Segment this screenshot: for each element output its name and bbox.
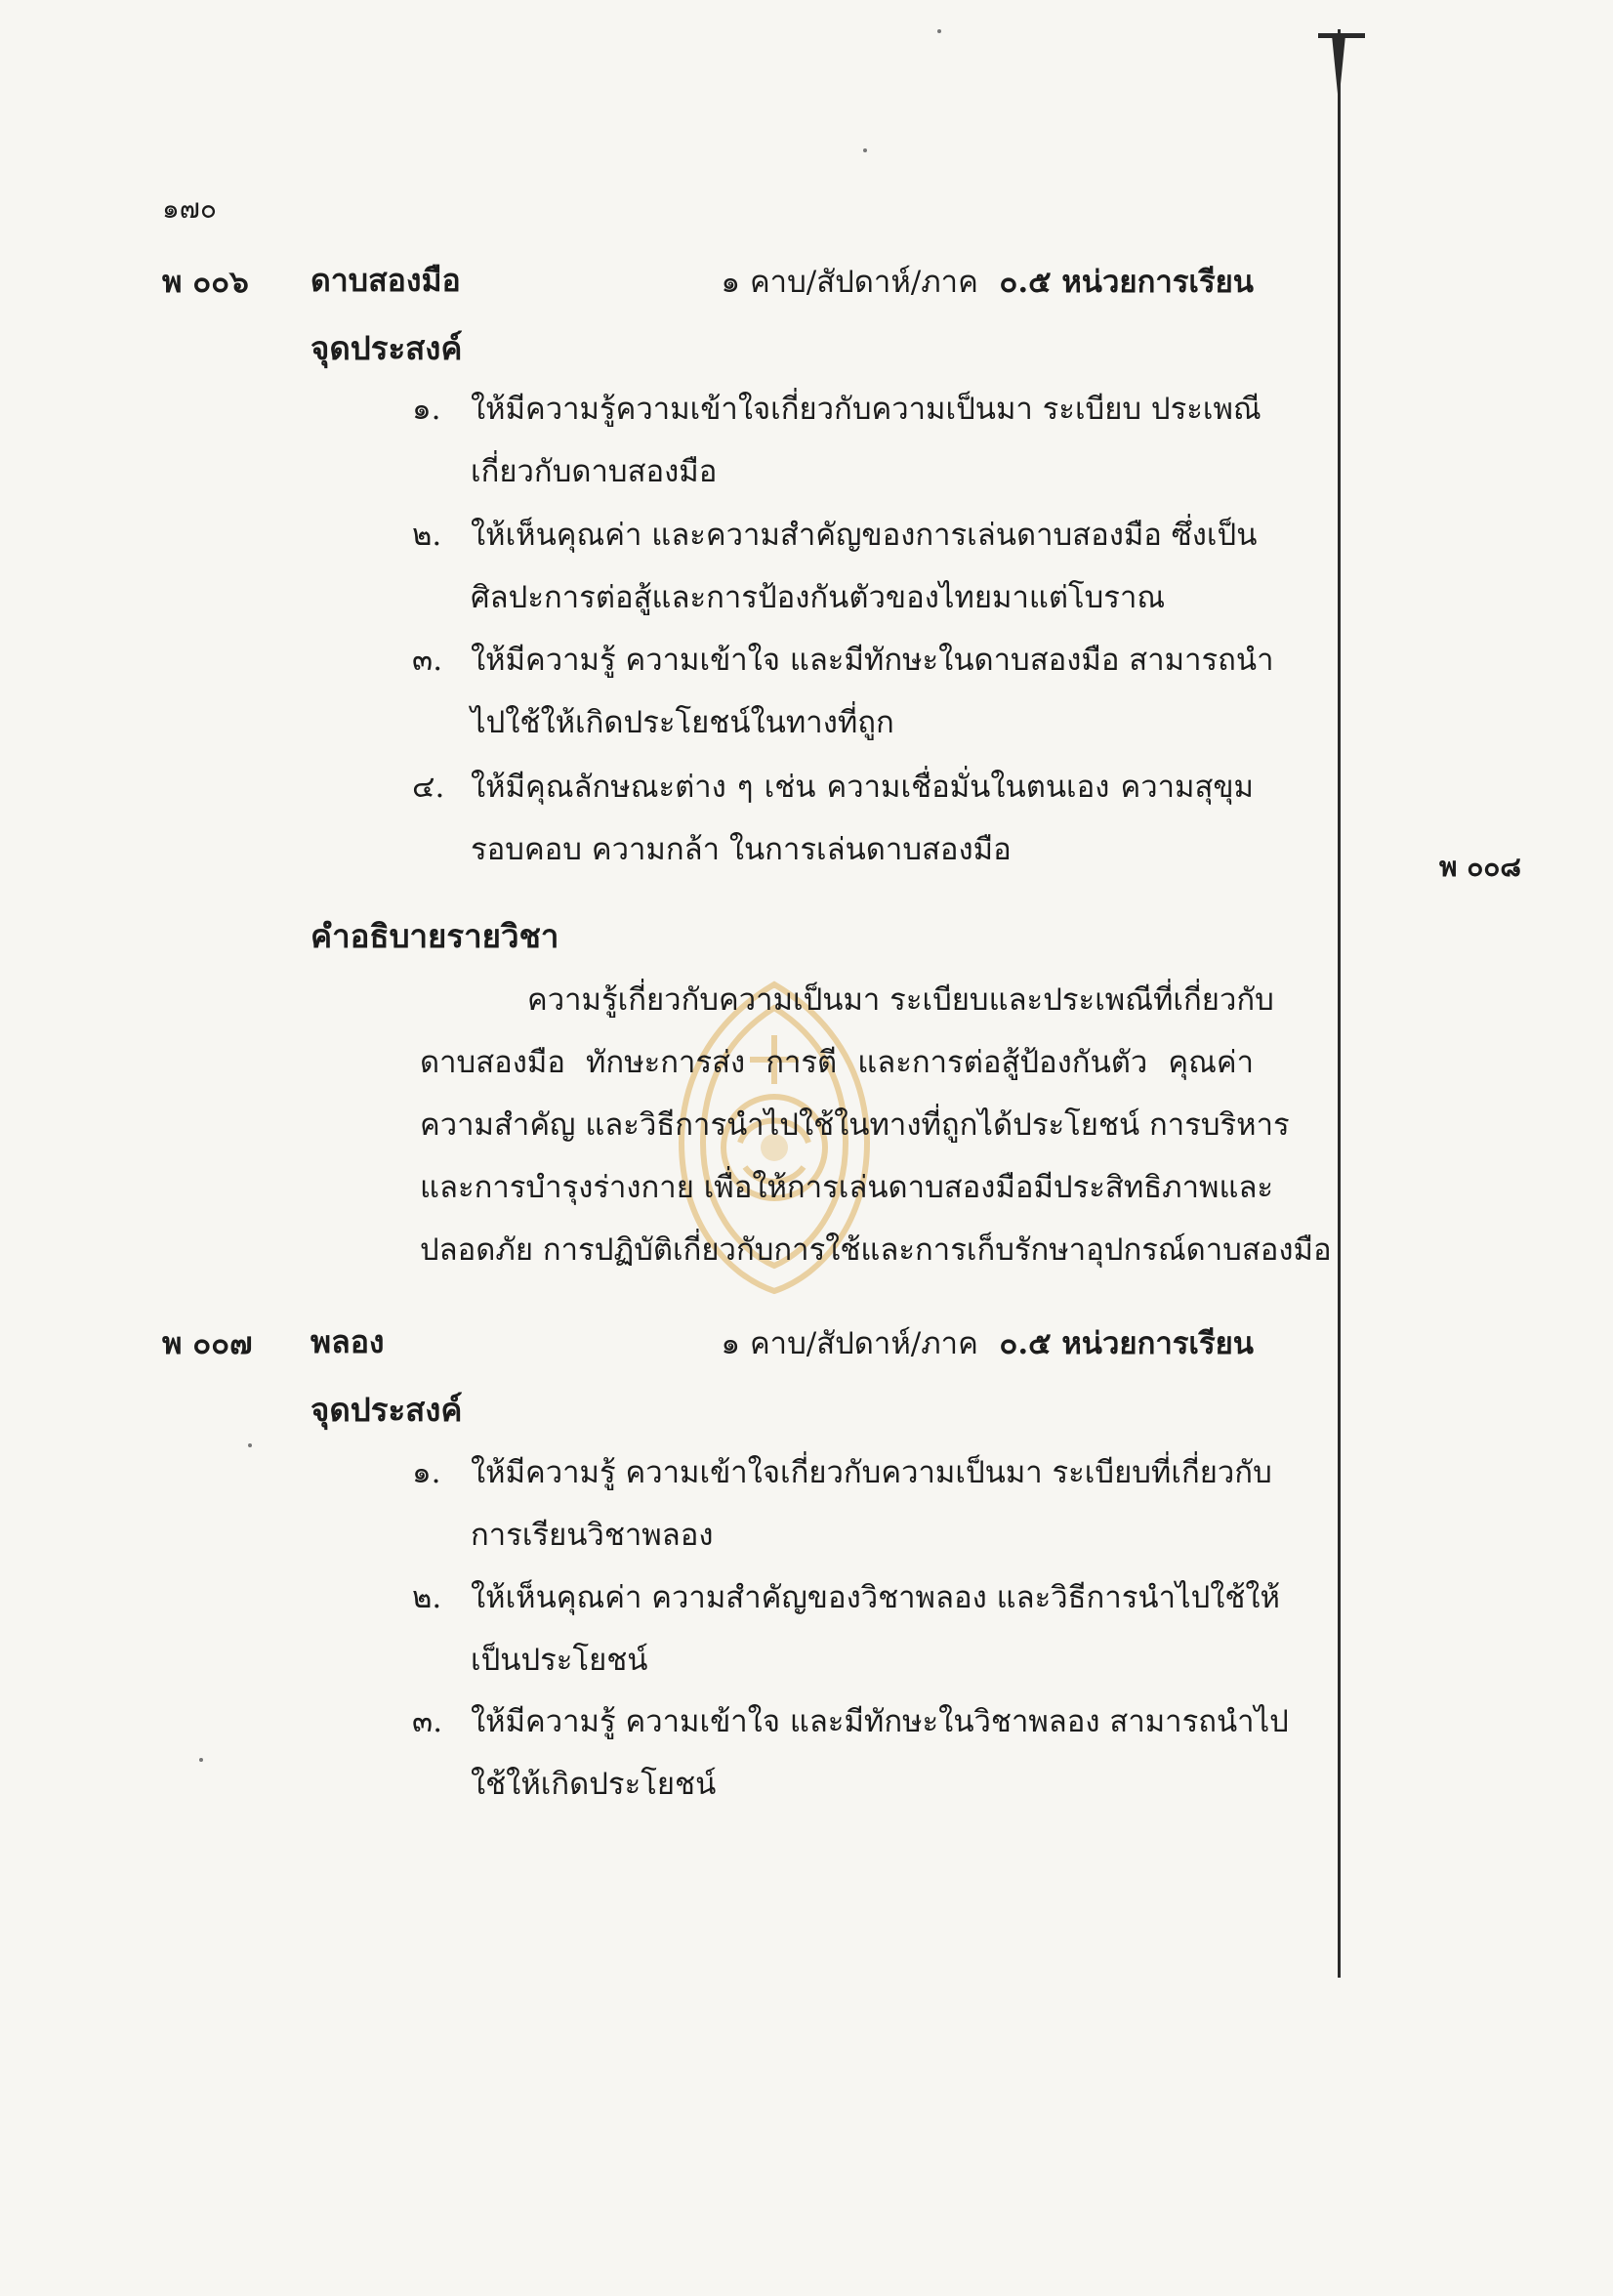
objective-number: ๔. bbox=[412, 770, 445, 805]
description-line: ความรู้เกี่ยวกับความเป็นมา ระเบียบและประเพณีที่เกี่ยวกับ bbox=[527, 982, 1274, 1018]
credit-period: ๑ คาบ/สัปดาห์/ภาค bbox=[721, 1326, 978, 1361]
objective-line: ให้เห็นคุณค่า ความสำคัญของวิชาพลอง และวิธีการนำไปใช้ให้ bbox=[471, 1580, 1280, 1615]
objective-line: ให้มีความรู้ ความเข้าใจเกี่ยวกับความเป็นมา ระเบียบที่เกี่ยวกับ bbox=[471, 1455, 1272, 1490]
objective-line: ให้มีความรู้ ความเข้าใจ และมีทักษะในวิชาพลอง สามารถนำไป bbox=[471, 1704, 1289, 1739]
objective-line: ให้มีความรู้ความเข้าใจเกี่ยวกับความเป็นมา ระเบียบ ประเพณี bbox=[471, 392, 1261, 427]
objective-number: ๒. bbox=[412, 1580, 442, 1615]
objective-number: ๓. bbox=[412, 1704, 443, 1739]
objective-number: ๒. bbox=[412, 518, 442, 553]
objectives-heading: จุดประสงค์ bbox=[310, 1391, 463, 1429]
course-code: พ ๐๐๖ bbox=[162, 265, 249, 300]
objective-line: ให้มีความรู้ ความเข้าใจ และมีทักษะในดาบสองมือ สามารถนำ bbox=[471, 643, 1274, 678]
scan-speck bbox=[199, 1758, 203, 1762]
scan-speck bbox=[863, 148, 867, 152]
objective-line: รอบคอบ ความกล้า ในการเล่นดาบสองมือ bbox=[471, 832, 1012, 867]
scan-speck bbox=[248, 1443, 252, 1447]
description-line: และการบำรุงร่างกาย เพื่อให้การเล่นดาบสองมือมีประสิทธิภาพและ bbox=[420, 1170, 1274, 1205]
scan-speck bbox=[937, 29, 941, 33]
objectives-heading: จุดประสงค์ bbox=[310, 329, 463, 367]
objective-number: ๑. bbox=[412, 392, 441, 427]
description-heading: คำอธิบายรายวิชา bbox=[310, 917, 559, 955]
course-code: พ ๐๐๗ bbox=[162, 1326, 253, 1361]
page-number: ๑๗๐ bbox=[162, 192, 217, 225]
credit-period: ๑ คาบ/สัปดาห์/ภาค bbox=[721, 265, 978, 300]
objective-number: ๓. bbox=[412, 643, 443, 678]
description-line: ดาบสองมือ ทักษะการส่ง การตี และการต่อสู้ป้องกันตัว คุณค่า bbox=[420, 1045, 1254, 1080]
margin-course-code: พ ๐๐๘ bbox=[1439, 851, 1521, 883]
objective-line: เกี่ยวกับดาบสองมือ bbox=[471, 454, 718, 489]
description-line: ปลอดภัย การปฏิบัติเกี่ยวกับการใช้และการเก็บรักษาอุปกรณ์ดาบสองมือ bbox=[420, 1232, 1332, 1268]
objective-line: ไปใช้ให้เกิดประโยชน์ในทางที่ถูก bbox=[471, 705, 894, 740]
course-credit bbox=[721, 1318, 1254, 1367]
course-credit bbox=[721, 257, 1254, 306]
objective-line: ให้เห็นคุณค่า และความสำคัญของการเล่นดาบสองมือ ซึ่งเป็น bbox=[471, 518, 1258, 553]
credit-units: ๐.๕ หน่วยการเรียน bbox=[999, 1326, 1254, 1361]
objective-number: ๑. bbox=[412, 1455, 441, 1490]
binding-rule bbox=[1338, 29, 1341, 1978]
objective-line: ใช้ให้เกิดประโยชน์ bbox=[471, 1767, 717, 1802]
objective-line: ศิลปะการต่อสู้และการป้องกันตัวของไทยมาแต่โบราณ bbox=[471, 580, 1166, 615]
objective-line: ให้มีคุณลักษณะต่าง ๆ เช่น ความเชื่อมั่นในตนเอง ความสุขุม bbox=[471, 770, 1254, 805]
credit-units: ๐.๕ หน่วยการเรียน bbox=[999, 265, 1254, 300]
objective-line: การเรียนวิชาพลอง bbox=[471, 1518, 714, 1553]
objective-line: เป็นประโยชน์ bbox=[471, 1643, 648, 1678]
description-line: ความสำคัญ และวิธีการนำไปใช้ในทางที่ถูกได้ประโยชน์ การบริหาร bbox=[420, 1107, 1290, 1143]
course-title: ดาบสองมือ bbox=[310, 262, 461, 299]
course-title: พลอง bbox=[310, 1323, 385, 1360]
